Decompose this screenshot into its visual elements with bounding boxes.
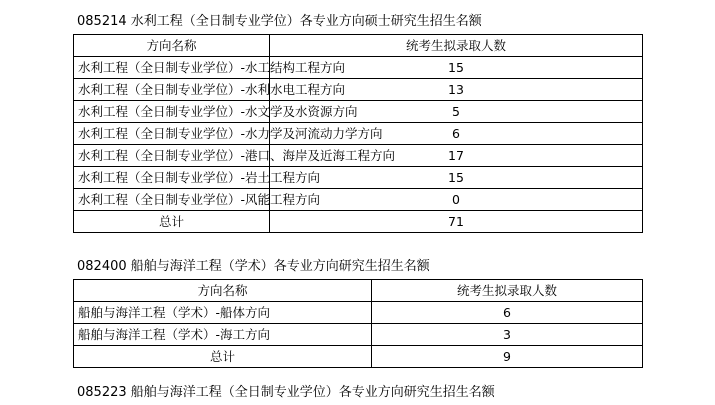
admission-count: 5	[270, 101, 643, 123]
admission-count: 3	[372, 324, 643, 346]
table-row	[74, 145, 643, 167]
table-total-row	[74, 346, 643, 368]
admission-count: 6	[372, 302, 643, 324]
total-label: 总计	[74, 346, 372, 368]
admission-count: 6	[270, 123, 643, 145]
table-row	[74, 79, 643, 101]
table-row	[74, 324, 643, 346]
total-label: 总计	[74, 211, 270, 233]
direction-name: 水利工程（全日制专业学位）-港口、海岸及近海工程方向	[74, 145, 270, 167]
section-title-naval-architecture-academic: 082400 船舶与海洋工程（学术）各专业方向研究生招生名额	[77, 259, 430, 274]
hydraulic-engineering-quota-table	[73, 34, 643, 233]
direction-name: 水利工程（全日制专业学位）-风能工程方向	[74, 189, 270, 211]
table-row	[74, 123, 643, 145]
direction-name: 水利工程（全日制专业学位）-水工结构工程方向	[74, 57, 270, 79]
table-row	[74, 101, 643, 123]
section-title-naval-architecture-professional: 085223 船舶与海洋工程（全日制专业学位）各专业方向研究生招生名额	[77, 385, 495, 400]
admission-count: 17	[270, 145, 643, 167]
table-header-row	[74, 35, 643, 57]
column-header-count: 统考生拟录取人数	[270, 35, 643, 57]
total-value: 9	[372, 346, 643, 368]
column-header-count: 统考生拟录取人数	[372, 280, 643, 302]
table-total-row	[74, 211, 643, 233]
admission-count: 15	[270, 167, 643, 189]
admission-count: 13	[270, 79, 643, 101]
direction-name: 水利工程（全日制专业学位）-水力学及河流动力学方向	[74, 123, 270, 145]
direction-name: 船舶与海洋工程（学术）-船体方向	[74, 302, 372, 324]
table-row	[74, 302, 643, 324]
column-header-direction: 方向名称	[74, 35, 270, 57]
direction-name: 水利工程（全日制专业学位）-岩土工程方向	[74, 167, 270, 189]
table-row	[74, 167, 643, 189]
total-value: 71	[270, 211, 643, 233]
section-title-hydraulic-engineering: 085214 水利工程（全日制专业学位）各专业方向硕士研究生招生名额	[77, 14, 482, 29]
table-header-row	[74, 280, 643, 302]
direction-name: 水利工程（全日制专业学位）-水利水电工程方向	[74, 79, 270, 101]
admission-count: 15	[270, 57, 643, 79]
column-header-direction: 方向名称	[74, 280, 372, 302]
table-row	[74, 57, 643, 79]
direction-name: 船舶与海洋工程（学术）-海工方向	[74, 324, 372, 346]
direction-name: 水利工程（全日制专业学位）-水文学及水资源方向	[74, 101, 270, 123]
admission-count: 0	[270, 189, 643, 211]
naval-architecture-quota-table	[73, 279, 643, 368]
table-row	[74, 189, 643, 211]
